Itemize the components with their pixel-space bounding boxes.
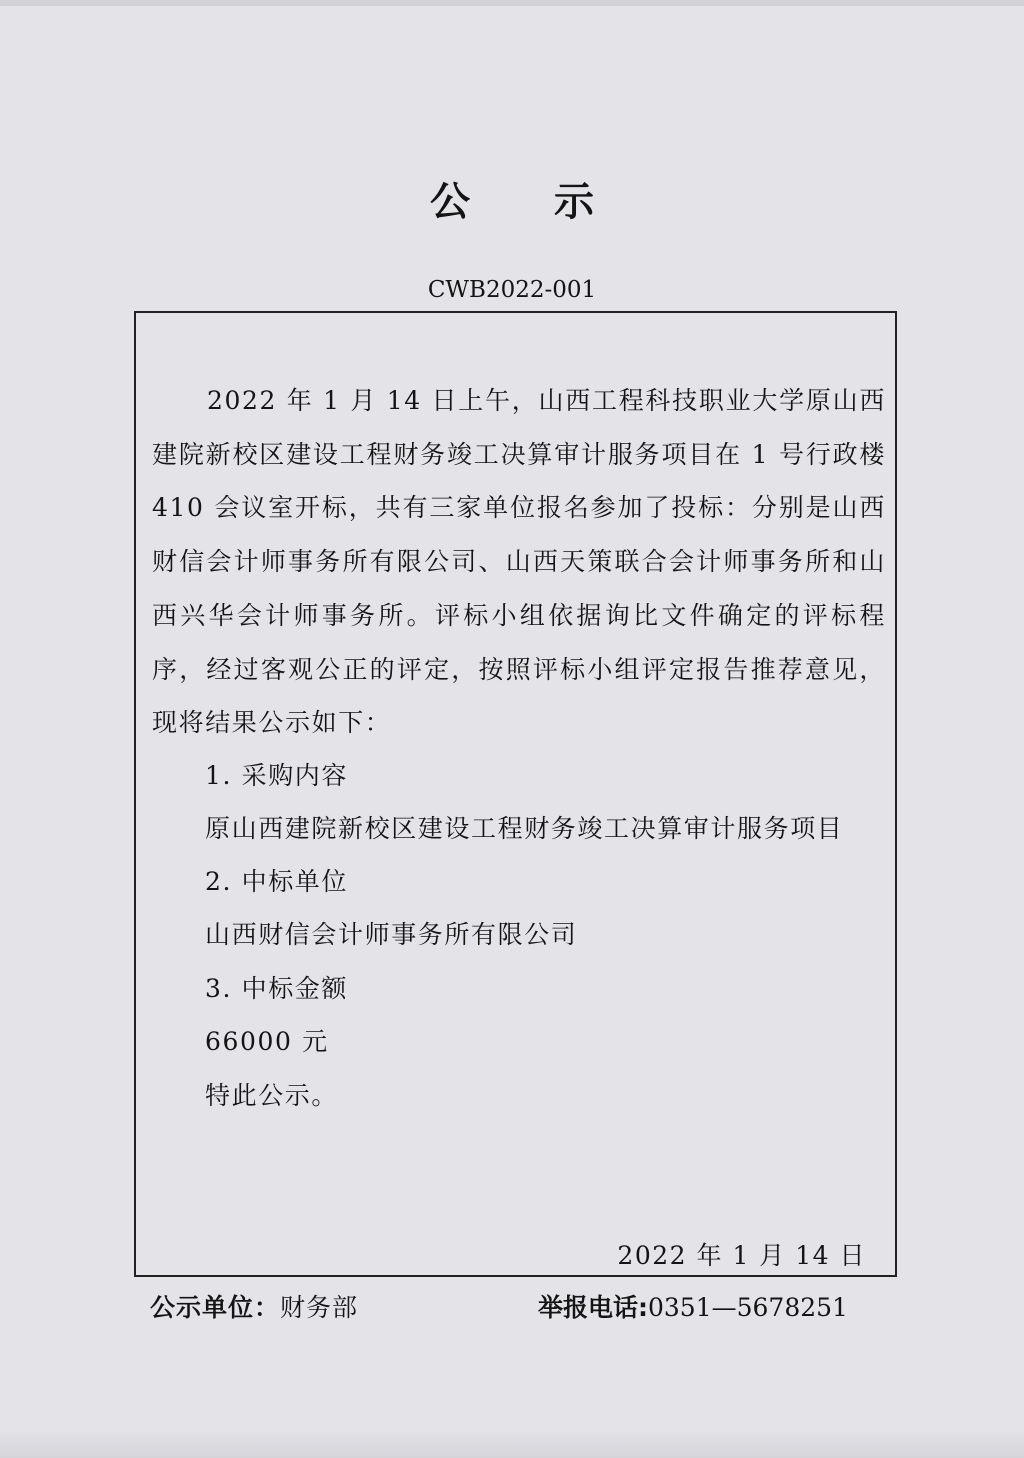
notice-date: 2022 年 1 月 14 日: [617, 1241, 866, 1270]
hotline-label: 举报电话:: [538, 1293, 648, 1322]
item-winner-heading: 2. 中标单位: [205, 867, 348, 896]
page-top-edge: [0, 0, 1024, 6]
hotline-value: 0351—5678251: [648, 1293, 848, 1322]
footer-hotline: [538, 1286, 848, 1330]
item-amount-heading: 3. 中标金额: [205, 974, 348, 1003]
closing-statement: 特此公示。: [205, 1081, 339, 1110]
item-amount-value: 66000 元: [205, 1027, 329, 1056]
page-bottom-edge: [0, 1430, 1024, 1458]
document-number: CWB2022-001: [427, 277, 597, 303]
notice-body-paragraph: 2022 年 1 月 14 日上午，山西工程科技职业大学原山西建院新校区建设工程财务竣工决算审计服务项目在 1 号行政楼 410 会议室开标，共有三家单位报名参加了投标：分别是山西财信会计师事务所有限公司、山西天策联合会计师事务所和山西兴华会计师事务所。评标小组依据询比文件确定的评标程序，经过客观公正的评定，按照评标小组评定报告推荐意见，现将结果公示如下：: [152, 386, 886, 738]
publisher-label: 公示单位：: [150, 1293, 281, 1322]
item-procurement-value: 原山西建院新校区建设工程财务竣工决算审计服务项目: [205, 814, 844, 843]
footer-publisher: [150, 1286, 358, 1330]
publisher-value: 财务部: [280, 1293, 359, 1322]
page-title: 公示: [430, 179, 678, 225]
item-procurement-heading: 1. 采购内容: [205, 761, 348, 790]
item-winner-value: 山西财信会计师事务所有限公司: [205, 920, 578, 949]
